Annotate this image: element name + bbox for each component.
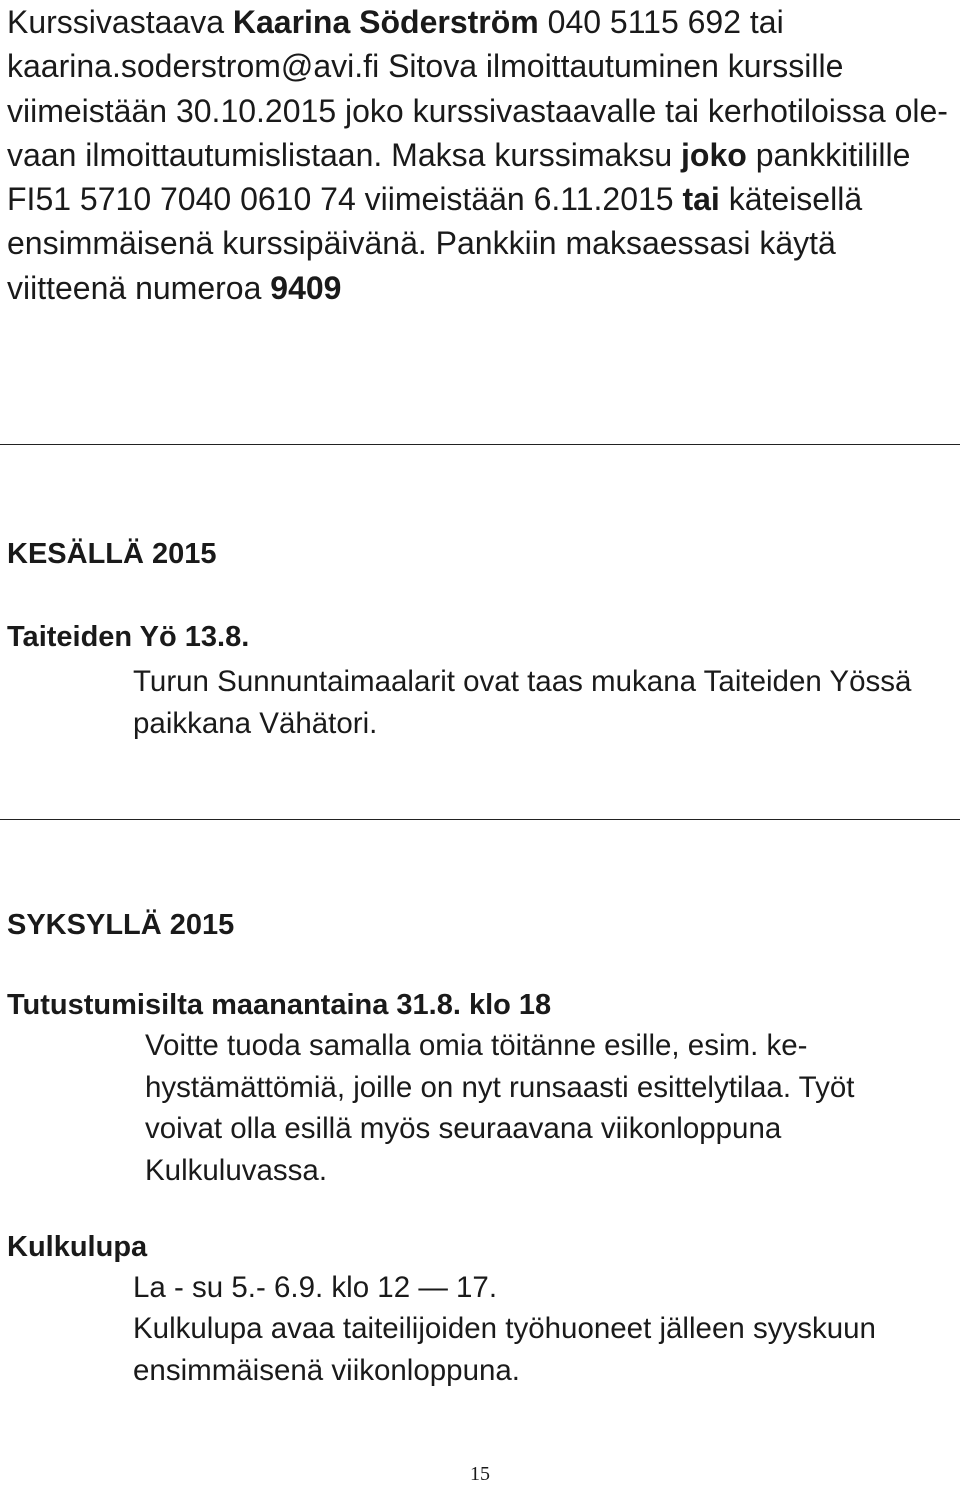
contact-prefix: Kurssivastaava [7,4,233,40]
payment-prefix: Maksa kurssimaksu [391,136,682,173]
summer-heading: KESÄLLÄ 2015 [7,538,217,570]
intro-text [7,0,957,310]
kulkulupa-date: La - su 5.- 6.9. klo 12 — 17. [133,1271,498,1304]
summer-event-title: Taiteiden Yö 13.8. [7,621,250,653]
payment-account: pankkitilille FI51 5710 7040 0610 74 viimeistään 6.11.2015 [7,136,911,218]
contact-details: 040 5115 692 tai kaarina.soderstrom@avi.fi [7,4,784,85]
autumn-event-title: Tutustumisilta maanantaina 31.8. klo 18 [7,989,552,1021]
page-number: 15 [470,1463,490,1485]
contact-name: Kaarina Söderström [232,4,539,40]
kulkulupa-text: Kulkulupa avaa taiteilijoiden työhuoneet jälleen syyskuun ensimmäisenä viikonloppuna. [133,1312,876,1387]
autumn-event-text: Voitte tuoda samalla omia töitänne esille, esim. kehystämättömiä, joille on nyt runsaasti esittelytilaa. Työt voivat olla esillä myös seuraavana viikonloppuna Kulkuluvassa. [145,1029,855,1187]
payment-tai: tai [682,181,720,218]
divider-autumn [0,819,960,820]
intro-paragraph [7,0,957,310]
reference-number: 9409 [270,269,342,306]
summer-event-text: Turun Sunnuntaimaalarit ovat taas mukana Taiteiden Yössä paikkana Vähätori. [133,665,912,740]
registration-text: Sitova ilmoittautuminen kurssille viimeistään 30.10.2015 joko kurssivastaavalle tai kerhotiloissa olevaan ilmoittautumislistaan. [7,48,948,173]
payment-suffix: käteisellä ensimmäisenä kurssipäivänä. Pankkiin maksaessasi käytä viitteenä numeroa [7,181,863,306]
payment-joko: joko [681,136,747,173]
kulkulupa-title: Kulkulupa [7,1231,148,1263]
divider-summer [0,444,960,445]
autumn-heading: SYKSYLLÄ 2015 [7,909,235,941]
